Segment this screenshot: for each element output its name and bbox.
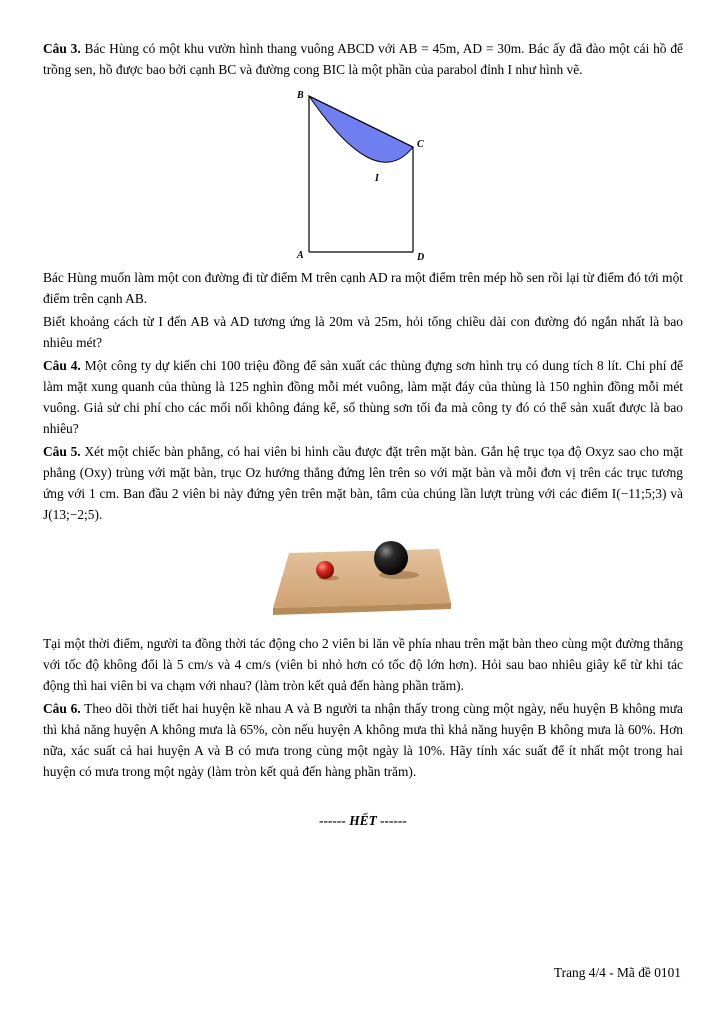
q3-question-text: Biết khoảng cách từ I đến AB và AD tương ứng là 20m và 25m, hỏi tổng chiều dài con đường đó ngắn nhất là bao nhiêu mét?	[43, 314, 683, 350]
q5-intro	[43, 441, 683, 525]
q4-label: Câu 4.	[43, 358, 81, 373]
q3-label: Câu 3.	[43, 41, 81, 56]
label-i: I	[375, 173, 379, 184]
table-illustration	[271, 533, 451, 623]
label-c: C	[417, 139, 424, 150]
q6-text: Theo dõi thời tiết hai huyện kề nhau A và B người ta nhận thấy trong cùng một ngày, nếu huyện B không mưa thì khả năng huyện A không mưa là 65%, còn nếu huyện A không mưa thì khả năng huyện B không mưa là 60%. Hơn nữa, xác suất cả hai huyện A và B có mưa trong cùng một ngày là 10%. Hãy tính xác suất để ít nhất một trong hai huyện có mưa trong một ngày (làm tròn kết quả đến hàng phần trăm).	[43, 701, 683, 779]
table-top	[273, 549, 451, 608]
lotus-pond-region	[309, 96, 413, 162]
q4-text: Một công ty dự kiến chi 100 triệu đồng để sản xuất các thùng đựng sơn hình trụ có dung tích 8 lít. Chi phí để làm mặt xung quanh của thùng là 125 nghìn đồng mỗi mét vuông, làm mặt đáy của thùng là 150 nghìn đồng mỗi mét vuông. Giả sử chi phí cho các mối nối không đáng kể, số thùng sơn tối đa mà công ty đó có thể sản xuất được là bao nhiêu?	[43, 358, 683, 436]
black-ball	[374, 541, 408, 575]
red-ball	[316, 561, 334, 579]
trapezoid-garden-figure	[291, 86, 431, 261]
q3-intro	[43, 38, 683, 80]
label-a: A	[297, 250, 304, 261]
label-d: D	[417, 252, 425, 261]
q6	[43, 698, 683, 782]
q3-path-text: Bác Hùng muốn làm một con đường đi từ điểm M trên cạnh AD ra một điểm trên mép hồ sen rồi lại từ điểm đó tới một điểm trên cạnh AB.	[43, 270, 683, 306]
q3-text-1: Bác Hùng có một khu vườn hình thang vuông ABCD với AB = 45m, AD = 30m. Bác ấy đã đào một cái hồ để trồng sen, hồ được bao bởi cạnh BC và đường cong BIC là một phần của parabol đỉnh I như hình vẽ.	[43, 41, 683, 77]
q4	[43, 355, 683, 439]
exam-page	[43, 38, 683, 831]
page-footer: Trang 4/4 - Mã đề 0101	[553, 965, 681, 980]
label-b: B	[297, 90, 304, 101]
q6-label: Câu 6.	[43, 701, 81, 716]
q5-question-text: Tại một thời điểm, người ta đồng thời tác động cho 2 viên bi lăn về phía nhau trên mặt bàn theo cùng một đường thẳng với tốc độ không đổi là 5 cm/s và 4 cm/s (viên bi nhỏ hơn có tốc độ lớn hơn). Hỏi sau bao nhiêu giây kể từ khi tác động thì hai viên bi va chạm với nhau? (làm tròn kết quả đến hàng phần trăm).	[43, 636, 683, 693]
marbles-on-table-figure	[271, 533, 451, 623]
end-marker: ------ HẾT ------	[319, 813, 407, 828]
q5-label: Câu 5.	[43, 444, 81, 459]
q5-text-1: Xét một chiếc bàn phẳng, có hai viên bi hình cầu được đặt trên mặt bàn. Gắn hệ trục tọa độ Oxyz sao cho mặt phẳng (Oxy) trùng với mặt bàn, trục Oz hướng thẳng đứng lên trên so với mặt bàn và mỗi đơn vị trên các trục tương ứng với 1 cm. Ban đầu 2 viên bi này đứng yên trên mặt bàn, tâm của chúng lần lượt trùng với các điểm I(−11;5;3) và J(13;−2;5).	[43, 444, 683, 522]
